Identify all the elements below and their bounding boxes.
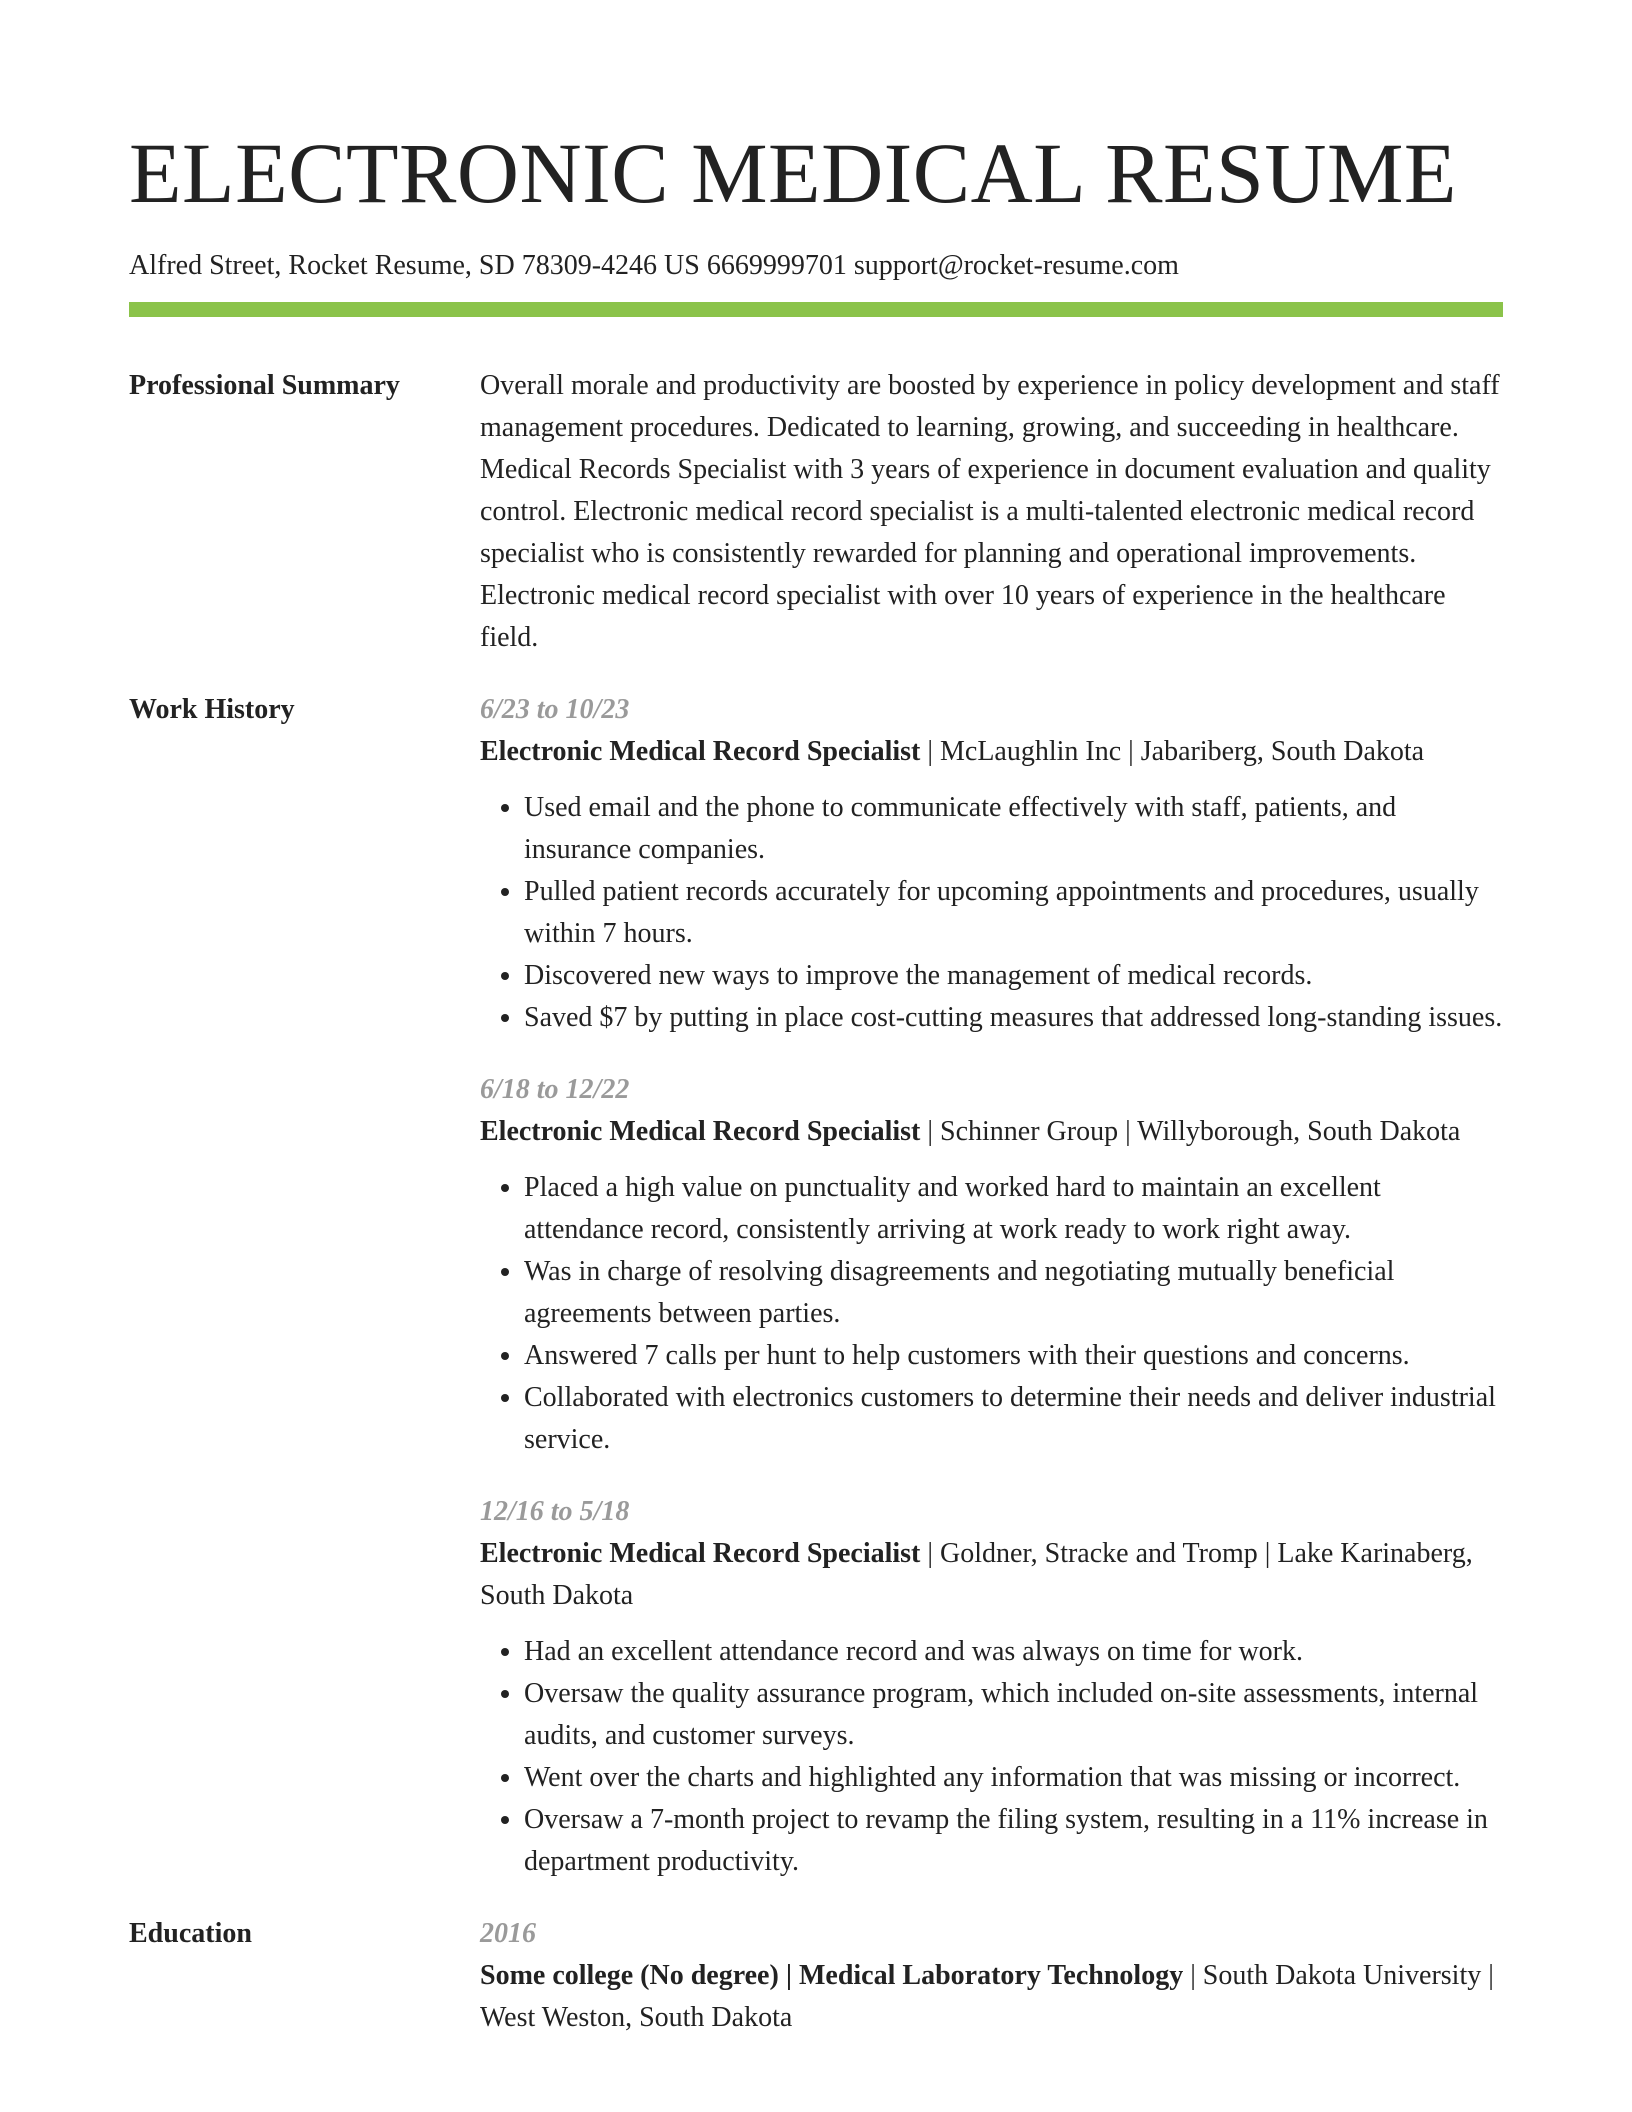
- work-history-list: [480, 689, 1503, 1883]
- job-dates: 12/16 to 5/18: [480, 1496, 630, 1527]
- professional-summary-section: [129, 365, 1503, 659]
- section-label-summary: Professional Summary: [129, 370, 400, 401]
- section-label-education: Education: [129, 1918, 252, 1949]
- job-title: Electronic Medical Record Specialist: [480, 736, 921, 767]
- job-bullet: • Went over the charts and highlighted any information that was missing or incorrect.: [524, 1757, 1503, 1799]
- job-bullet: • Was in charge of resolving disagreements and negotiating mutually beneficial agreements between parties.: [524, 1251, 1503, 1335]
- contact-info: Alfred Street, Rocket Resume, SD 78309-4246 US 6669999701 support@rocket-resume.com: [129, 250, 1179, 281]
- job-company-location: | Schinner Group | Willyborough, South Dakota: [920, 1116, 1461, 1147]
- job-company-location: | Goldner, Stracke and Tromp | Lake Karinaberg, South Dakota: [480, 1538, 1473, 1611]
- education-school-location: | South Dakota University | West Weston, South Dakota: [480, 1960, 1494, 2033]
- job-heading: [480, 1111, 1503, 1153]
- job-bullets: [480, 787, 1503, 1039]
- job-bullet: • Had an excellent attendance record and was always on time for work.: [524, 1631, 1503, 1673]
- job-entry: [480, 1069, 1503, 1461]
- job-bullet: • Collaborated with electronics customers to determine their needs and deliver industrial service.: [524, 1377, 1503, 1461]
- work-history-section: [129, 689, 1503, 1883]
- summary-text: Overall morale and productivity are boosted by experience in policy development and staff management procedures. Dedicated to learning, growing, and succeeding in healthcare. Medical Records Specialist with 3 years of experience in document evaluation and quality control. Electronic medical record specialist is a multi-talented electronic medical record specialist who is consistently rewarded for planning and operational improvements. Electronic medical record specialist with over 10 years of experience in the healthcare field.: [480, 370, 1500, 653]
- job-bullet: • Pulled patient records accurately for upcoming appointments and procedures, usually within 7 hours.: [524, 871, 1503, 955]
- job-dates: 6/18 to 12/22: [480, 1074, 630, 1105]
- job-company-location: | McLaughlin Inc | Jabariberg, South Dakota: [920, 736, 1425, 767]
- job-bullet: • Discovered new ways to improve the management of medical records.: [524, 955, 1503, 997]
- job-bullet: • Used email and the phone to communicate effectively with staff, patients, and insurance companies.: [524, 787, 1503, 871]
- job-dates: 6/23 to 10/23: [480, 694, 630, 725]
- job-entry: [480, 689, 1503, 1039]
- job-bullet: • Answered 7 calls per hunt to help customers with their questions and concerns.: [524, 1335, 1503, 1377]
- job-bullet: • Oversaw the quality assurance program, which included on-site assessments, internal audits, and customer surveys.: [524, 1673, 1503, 1757]
- job-heading: [480, 731, 1503, 773]
- education-section: [129, 1913, 1503, 2039]
- job-entry: [480, 1491, 1503, 1883]
- section-label-work: Work History: [129, 694, 295, 725]
- job-title: Electronic Medical Record Specialist: [480, 1538, 921, 1569]
- job-bullet: • Placed a high value on punctuality and worked hard to maintain an excellent attendance record, consistently arriving at work ready to work right away.: [524, 1167, 1503, 1251]
- job-title: Electronic Medical Record Specialist: [480, 1116, 921, 1147]
- job-heading: [480, 1533, 1503, 1617]
- job-bullets: [480, 1631, 1503, 1883]
- job-bullet: • Oversaw a 7-month project to revamp the filing system, resulting in a 11% increase in department productivity.: [524, 1799, 1503, 1883]
- education-heading: [480, 1955, 1503, 2039]
- job-bullet: • Saved $7 by putting in place cost-cutting measures that addressed long-standing issues.: [524, 997, 1503, 1039]
- header-divider: [129, 302, 1503, 317]
- education-entry: [480, 1913, 1503, 2039]
- education-year: 2016: [480, 1918, 536, 1949]
- education-degree: Some college (No degree) | Medical Laboratory Technology: [480, 1960, 1184, 1991]
- job-bullets: [480, 1167, 1503, 1461]
- resume-title: ELECTRONIC MEDICAL RESUME: [129, 125, 1457, 221]
